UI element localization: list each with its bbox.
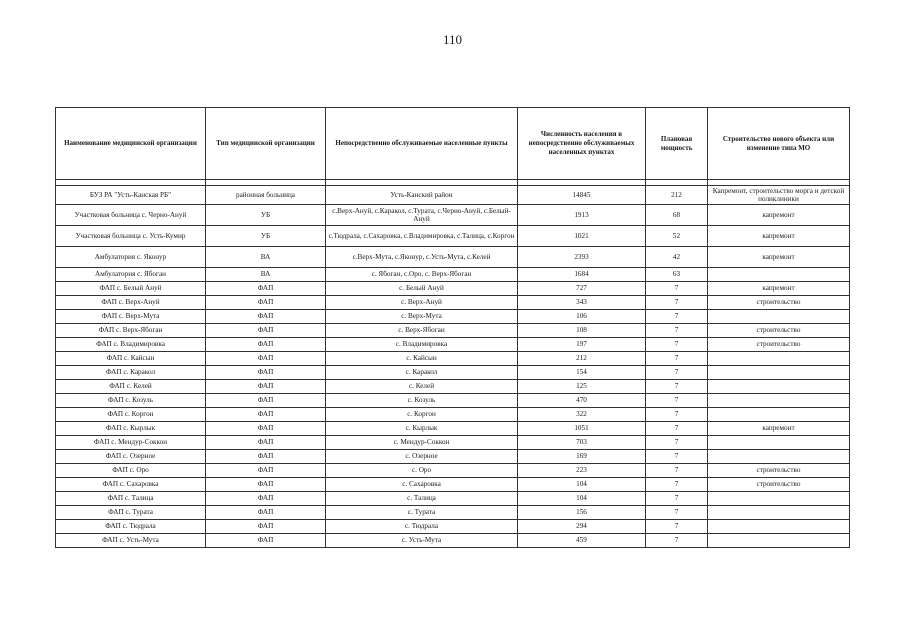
cell-served-settlements: с. Озерное xyxy=(326,450,518,464)
cell-construction: строительство xyxy=(708,338,850,352)
table-row xyxy=(56,422,850,436)
cell-planned-capacity: 7 xyxy=(646,310,708,324)
cell-population: 459 xyxy=(518,534,646,548)
cell-organization-name: ФАП с. Верх-Ануй xyxy=(56,296,206,310)
cell-population: 2393 xyxy=(518,247,646,268)
cell-organization-type: ФАП xyxy=(206,450,326,464)
header-population: Численность населения в непосредственно обслуживаемых населенных пунктах xyxy=(518,108,646,180)
cell-organization-name: ФАП с. Келей xyxy=(56,380,206,394)
cell-population: 106 xyxy=(518,310,646,324)
cell-organization-name: Амбулатория с. Яконур xyxy=(56,247,206,268)
cell-served-settlements: с. Владимировка xyxy=(326,338,518,352)
cell-planned-capacity: 7 xyxy=(646,422,708,436)
cell-planned-capacity: 7 xyxy=(646,380,708,394)
cell-construction: строительство xyxy=(708,324,850,338)
cell-construction xyxy=(708,436,850,450)
cell-organization-name: Участковая больница с. Усть-Кумир xyxy=(56,226,206,247)
cell-construction: капремонт xyxy=(708,247,850,268)
cell-organization-name: ФАП с. Каракол xyxy=(56,366,206,380)
table-row xyxy=(56,296,850,310)
cell-construction xyxy=(708,408,850,422)
table-row xyxy=(56,394,850,408)
table-row xyxy=(56,268,850,282)
cell-organization-type: ФАП xyxy=(206,408,326,422)
cell-served-settlements: с. Оро xyxy=(326,464,518,478)
cell-planned-capacity: 52 xyxy=(646,226,708,247)
cell-organization-type: ВА xyxy=(206,247,326,268)
header-organization-name: Наименование медицинской организации xyxy=(56,108,206,180)
cell-organization-type: ФАП xyxy=(206,506,326,520)
cell-served-settlements: с. Каракол xyxy=(326,366,518,380)
header-organization-type: Тип медицинской организации xyxy=(206,108,326,180)
table-row xyxy=(56,506,850,520)
table-row xyxy=(56,226,850,247)
cell-construction xyxy=(708,492,850,506)
table-row xyxy=(56,352,850,366)
cell-organization-name: ФАП с. Озерное xyxy=(56,450,206,464)
cell-planned-capacity: 7 xyxy=(646,394,708,408)
cell-organization-type: ФАП xyxy=(206,282,326,296)
cell-served-settlements: с. Кырлык xyxy=(326,422,518,436)
cell-organization-type: ФАП xyxy=(206,296,326,310)
cell-organization-type: ВА xyxy=(206,268,326,282)
cell-organization-name: ФАП с. Коргон xyxy=(56,408,206,422)
cell-planned-capacity: 7 xyxy=(646,282,708,296)
cell-served-settlements: с. Кайсын xyxy=(326,352,518,366)
cell-construction xyxy=(708,366,850,380)
cell-served-settlements: с. Верх-Ануй xyxy=(326,296,518,310)
cell-organization-type: ФАП xyxy=(206,394,326,408)
cell-organization-type: ФАП xyxy=(206,366,326,380)
cell-construction xyxy=(708,394,850,408)
cell-served-settlements: с. Турата xyxy=(326,506,518,520)
cell-organization-name: ФАП с. Козуль xyxy=(56,394,206,408)
table-row xyxy=(56,408,850,422)
cell-construction: капремонт xyxy=(708,422,850,436)
cell-organization-type: районная больница xyxy=(206,186,326,205)
cell-population: 154 xyxy=(518,366,646,380)
cell-organization-name: Амбулатория с. Ябоган xyxy=(56,268,206,282)
cell-organization-type: ФАП xyxy=(206,422,326,436)
cell-construction xyxy=(708,268,850,282)
cell-population: 343 xyxy=(518,296,646,310)
table-row xyxy=(56,436,850,450)
cell-population: 703 xyxy=(518,436,646,450)
table-row xyxy=(56,520,850,534)
table-row xyxy=(56,534,850,548)
cell-population: 1684 xyxy=(518,268,646,282)
cell-population: 223 xyxy=(518,464,646,478)
table-row xyxy=(56,310,850,324)
cell-construction: капремонт xyxy=(708,282,850,296)
cell-population: 104 xyxy=(518,492,646,506)
cell-construction xyxy=(708,520,850,534)
cell-population: 197 xyxy=(518,338,646,352)
cell-construction: строительство xyxy=(708,296,850,310)
cell-organization-type: ФАП xyxy=(206,478,326,492)
header-planned-capacity: Плановая мощность xyxy=(646,108,708,180)
cell-served-settlements: с.Верх-Ануй, с.Каракол, с.Турата, с.Черно-Ануй, с.Белый-Ануй xyxy=(326,205,518,226)
medical-organizations-table xyxy=(55,107,850,548)
cell-population: 125 xyxy=(518,380,646,394)
cell-served-settlements: Усть-Канский район xyxy=(326,186,518,205)
cell-organization-type: ФАП xyxy=(206,380,326,394)
cell-construction: строительство xyxy=(708,464,850,478)
cell-planned-capacity: 7 xyxy=(646,408,708,422)
cell-planned-capacity: 63 xyxy=(646,268,708,282)
cell-served-settlements: с.Тюдрала, с.Сахаровка, с.Владимировка, с.Талица, с.Коргон xyxy=(326,226,518,247)
cell-planned-capacity: 7 xyxy=(646,436,708,450)
cell-planned-capacity: 7 xyxy=(646,492,708,506)
cell-planned-capacity: 7 xyxy=(646,506,708,520)
cell-planned-capacity: 7 xyxy=(646,352,708,366)
cell-organization-name: ФАП с. Сахаровка xyxy=(56,478,206,492)
cell-construction xyxy=(708,506,850,520)
cell-population: 1913 xyxy=(518,205,646,226)
cell-planned-capacity: 7 xyxy=(646,534,708,548)
cell-served-settlements: с. Белый Ануй xyxy=(326,282,518,296)
cell-population: 212 xyxy=(518,352,646,366)
cell-organization-name: ФАП с. Кырлык xyxy=(56,422,206,436)
cell-organization-name: ФАП с. Тюдрала xyxy=(56,520,206,534)
cell-planned-capacity: 7 xyxy=(646,478,708,492)
cell-planned-capacity: 68 xyxy=(646,205,708,226)
cell-population: 727 xyxy=(518,282,646,296)
cell-population: 169 xyxy=(518,450,646,464)
cell-population: 322 xyxy=(518,408,646,422)
cell-construction: строительство xyxy=(708,478,850,492)
cell-organization-type: УБ xyxy=(206,226,326,247)
cell-served-settlements: с. Сахаровка xyxy=(326,478,518,492)
cell-served-settlements: с. Козуль xyxy=(326,394,518,408)
cell-organization-type: ФАП xyxy=(206,464,326,478)
cell-population: 470 xyxy=(518,394,646,408)
cell-served-settlements: с. Тюдрала xyxy=(326,520,518,534)
cell-organization-type: ФАП xyxy=(206,492,326,506)
cell-organization-type: ФАП xyxy=(206,520,326,534)
cell-organization-name: ФАП с. Турата xyxy=(56,506,206,520)
cell-population: 1021 xyxy=(518,226,646,247)
cell-organization-name: ФАП с. Усть-Мута xyxy=(56,534,206,548)
cell-construction: капремонт xyxy=(708,205,850,226)
cell-organization-name: ФАП с. Владимировка xyxy=(56,338,206,352)
cell-served-settlements: с. Верх-Ябоган xyxy=(326,324,518,338)
cell-planned-capacity: 7 xyxy=(646,338,708,352)
cell-organization-type: ФАП xyxy=(206,310,326,324)
table-row xyxy=(56,338,850,352)
cell-construction xyxy=(708,310,850,324)
cell-served-settlements: с. Мендур-Соккон xyxy=(326,436,518,450)
cell-organization-name: ФАП с. Кайсын xyxy=(56,352,206,366)
table-row xyxy=(56,450,850,464)
cell-served-settlements: с. Усть-Мута xyxy=(326,534,518,548)
table-row xyxy=(56,478,850,492)
cell-organization-type: ФАП xyxy=(206,534,326,548)
cell-planned-capacity: 7 xyxy=(646,324,708,338)
table-row xyxy=(56,205,850,226)
cell-planned-capacity: 7 xyxy=(646,464,708,478)
table-row xyxy=(56,492,850,506)
cell-served-settlements: с. Коргон xyxy=(326,408,518,422)
table-row xyxy=(56,380,850,394)
cell-population: 156 xyxy=(518,506,646,520)
cell-planned-capacity: 7 xyxy=(646,366,708,380)
table-body xyxy=(56,180,850,548)
cell-organization-name: ФАП с. Верх-Ябоган xyxy=(56,324,206,338)
cell-organization-type: ФАП xyxy=(206,324,326,338)
cell-construction: Капремонт, строительство морга и детской поликлиники xyxy=(708,186,850,205)
cell-population: 1051 xyxy=(518,422,646,436)
cell-construction xyxy=(708,450,850,464)
cell-served-settlements: с. Верх-Мута xyxy=(326,310,518,324)
cell-population: 294 xyxy=(518,520,646,534)
cell-organization-name: ФАП с. Белый Ануй xyxy=(56,282,206,296)
cell-served-settlements: с. Ябоган, с.Оро, с. Верх-Ябоган xyxy=(326,268,518,282)
cell-organization-type: ФАП xyxy=(206,338,326,352)
table-row xyxy=(56,366,850,380)
cell-organization-name: ФАП с. Мендур-Соккон xyxy=(56,436,206,450)
table-row xyxy=(56,186,850,205)
cell-organization-type: УБ xyxy=(206,205,326,226)
table-header-row xyxy=(56,108,850,180)
cell-planned-capacity: 7 xyxy=(646,520,708,534)
cell-organization-name: ФАП с. Талица xyxy=(56,492,206,506)
cell-planned-capacity: 212 xyxy=(646,186,708,205)
cell-population: 14845 xyxy=(518,186,646,205)
cell-served-settlements: с.Верх-Мута, с.Яконур, с.Усть-Мута, с.Келей xyxy=(326,247,518,268)
table-row xyxy=(56,247,850,268)
table-row xyxy=(56,324,850,338)
cell-served-settlements: с. Талица xyxy=(326,492,518,506)
cell-organization-name: ФАП с. Оро xyxy=(56,464,206,478)
cell-organization-name: БУЗ РА "Усть-Канская РБ" xyxy=(56,186,206,205)
header-served-settlements: Непосредственно обслуживаемые населенные пункты xyxy=(326,108,518,180)
table-row xyxy=(56,464,850,478)
cell-served-settlements: с. Келей xyxy=(326,380,518,394)
cell-population: 108 xyxy=(518,324,646,338)
table-row xyxy=(56,282,850,296)
cell-organization-name: Участковая больница с. Черно-Ануй xyxy=(56,205,206,226)
cell-planned-capacity: 42 xyxy=(646,247,708,268)
cell-construction xyxy=(708,534,850,548)
cell-construction: капремонт xyxy=(708,226,850,247)
header-construction: Строительство нового объекта или изменение типа МО xyxy=(708,108,850,180)
cell-construction xyxy=(708,380,850,394)
cell-planned-capacity: 7 xyxy=(646,296,708,310)
cell-planned-capacity: 7 xyxy=(646,450,708,464)
cell-organization-type: ФАП xyxy=(206,436,326,450)
page-number: 110 xyxy=(442,32,463,47)
cell-construction xyxy=(708,352,850,366)
cell-organization-type: ФАП xyxy=(206,352,326,366)
cell-population: 104 xyxy=(518,478,646,492)
cell-organization-name: ФАП с. Верх-Мута xyxy=(56,310,206,324)
